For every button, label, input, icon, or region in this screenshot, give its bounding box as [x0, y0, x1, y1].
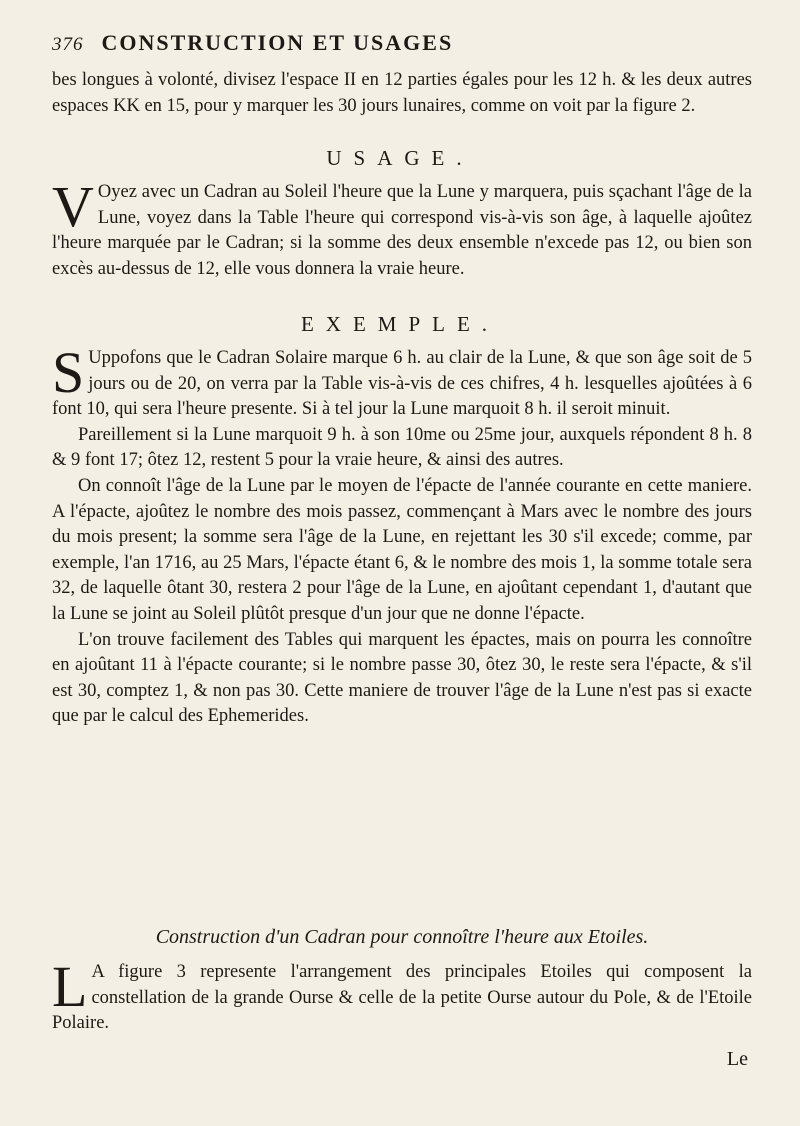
exemple-dropcap: S	[52, 340, 85, 405]
construction-title: Construction d'un Cadran pour connoître l'heure aux Etoiles.	[155, 926, 649, 948]
exemple-text: Uppofons que le Cadran Solaire marque 6 h. au clair de la Lune, & que son âge soit de 5 jours ou de 20, on verra par la Table vis-à-vis de ces chifres, 4 h. lesquelles ajoûtées à 6 font 10, qui sera l'heure presente. Si à tel jour la Lune marquoit 8 h. il seroit minuit.	[52, 348, 752, 420]
exemple-paragraph-1: Pareillement si la Lune marquoit 9 h. à son 10me ou 25me jour, auxquels répondent 8 h. 8 & 9 font 17; ôtez 12, restent 5 pour la vraie heure, & ainsi des autres.	[52, 424, 752, 471]
usage-text: Oyez avec un Cadran au Soleil l'heure que la Lune y marquera, puis sçachant l'âge de la Lune, voyez dans la Table l'heure qui correspond vis-à-vis son âge, à laquelle ajoûtez l'heure marquée par le Cadran; si la somme des deux ensemble n'excede pas 12, ou bien son excès au-dessus de 12, elle vous donnera la vraie heure.	[52, 182, 752, 279]
exemple-heading: EXEMPLE.	[300, 312, 500, 336]
page-number: 376	[52, 34, 84, 55]
exemple-paragraph-2: On connoît l'âge de la Lune par le moyen de l'épacte de l'année courante en cette maniere. A l'épacte, ajoûtez le nombre des mois passez, commençant à Mars avec le nombre des jours du mois present; la somme sera l'âge de la Lune, en rejettant les 30 s'il excede; comme, par exemple, l'an 1716, au 25 Mars, l'épacte étant 6, & le nombre des mois 1, la somme totale sera 32, de laquelle ôtant 30, restera 2 pour l'âge de la Lune, en ajoûtant cependant 1, d'autant que la Lune se joint au Soleil plûtôt presque d'un jour que ne donne l'épacte.	[52, 475, 752, 624]
construction-paragraph	[52, 954, 752, 1037]
intro-paragraph	[52, 68, 752, 119]
exemple-section	[52, 340, 752, 730]
exemple-paragraph-3: L'on trouve facilement des Tables qui marquent les épactes, mais on pourra les connoître en ajoûtant 11 à l'épacte courante; si le nombre passe 30, ôtez 30, le reste sera l'épacte, & s'il est 30, comptez 1, & non pas 30. Cette maniere de trouver l'âge de la Lune n'est pas si exacte que par le calcul des Ephemerides.	[52, 629, 752, 727]
catchword: Le	[726, 1048, 748, 1070]
running-head: CONSTRUCTION ET USAGES	[101, 30, 454, 55]
construction-dropcap: L	[52, 954, 88, 1019]
usage-paragraph	[52, 174, 752, 282]
usage-heading: USAGE.	[326, 146, 474, 170]
exemple-first-paragraph	[52, 340, 752, 423]
intro-text: bes longues à volonté, divisez l'espace II en 12 parties égales pour les 12 h. & les deux autres espaces KK en 15, pour y marquer les 30 jours lunaires, comme on voit par la figure 2.	[52, 70, 752, 116]
page-header	[52, 30, 672, 60]
construction-text: A figure 3 represente l'arrangement des principales Etoiles qui composent la constellation de la grande Ourse & celle de la petite Ourse autour du Pole, & de l'Etoile Polaire.	[52, 962, 752, 1034]
usage-dropcap: V	[52, 174, 94, 239]
